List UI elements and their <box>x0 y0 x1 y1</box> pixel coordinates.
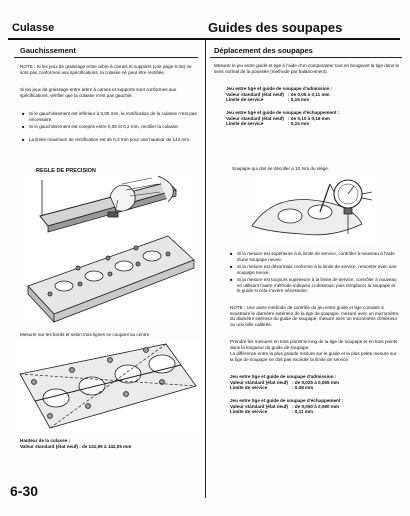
spec3-v0: : de 0,025 à 0,055 mm <box>292 379 339 385</box>
caption-measure: Mesurer sur les bords et selon trois lignes se coupant au centre. <box>20 332 151 337</box>
spec1-v1: : 0,16 mm <box>288 97 310 103</box>
spec2-v0: : de 0,10 à 0,16 mm <box>288 115 330 121</box>
bullet-left-3: ■ La limite maximum de rectification est de 0,2 mm pour une hauteur de 142 mm. <box>22 137 198 143</box>
straightedge-figure <box>18 176 198 326</box>
spec2-k1: Limite de service <box>226 121 264 127</box>
section-title-right: Guides des soupapes <box>208 20 343 35</box>
heading-rule-right <box>210 57 402 58</box>
heading-gauchissement: Gauchissement <box>20 46 76 55</box>
spec1-k1: Limite de service <box>226 97 264 103</box>
spec4-title: Jeu entre tige et guide de soupape d'échappement : <box>230 398 344 403</box>
bullet-right-1: ■ Si la mesure est supérieure à la limite de service, contrôler à nouveau à l'aide d'une soupape neuve. <box>230 251 400 262</box>
spec2-k0: Valeur standard (état neuf) <box>226 115 284 121</box>
spec4-v0: : de 0,050 à 0,080 mm <box>292 403 339 409</box>
spec2-title: Jeu entre tige et guide de soupape d'échappement : <box>226 110 340 115</box>
page-number: 6-30 <box>10 483 39 499</box>
note-left-2: Si les jeux de graissage entre arbre à cames et supports sont conformes aux spécifications, vérifier que la culasse n'est pas gauchie. <box>20 87 177 98</box>
spec2-v1: : 0,24 mm <box>288 121 310 127</box>
spec1-title: Jeu entre tige et guide de soupape d'admission : <box>226 86 333 91</box>
fig-label-regle: REGLE DE PRECISION <box>36 168 96 174</box>
height-spec <box>20 438 200 449</box>
column-divider <box>205 40 206 498</box>
spec4-v1: : 0,11 mm <box>292 409 313 415</box>
note-left-1: NOTE : Si les jeux de graissage entre arbre à cames et supports (voir page 6-26) ne sont pas conformes aux spécifications, la culasse ne peut être rectifiée. <box>20 64 192 75</box>
heading-deplacement: Déplacement des soupapes <box>214 46 313 55</box>
bullet-right-2: ■ Si la mesure est désormais conforme à la limite de service, remonter avec une soupape neuve. <box>230 264 400 275</box>
spec3-k1: Limite de service <box>230 385 268 391</box>
fig-caption-soupape: Soupape qui doit se décoller à 10 mm du siège. <box>232 166 330 171</box>
heading-rule-left <box>14 57 198 58</box>
spec-admission-2 <box>230 374 400 391</box>
height-title: Hauteur de la culasse : <box>20 438 71 443</box>
cylinder-head-figure <box>16 340 200 432</box>
spec1-k0: Valeur standard (état neuf) <box>226 91 284 97</box>
spec3-k0: Valeur standard (état neuf) <box>230 379 288 385</box>
bullet-left-1: ■ Si le gauchissement est inférieur à 0,05 mm, la rectification de la culasse n'est pas nécessaire. <box>22 111 198 122</box>
height-value: Valeur standard (état neuf) : de 141,95 à 142,05 mm <box>20 443 132 449</box>
header-rule <box>8 38 400 40</box>
intro-right: Mesurer le jeu entre guide et tige à l'aide d'un comparateur tout en bougeant la tige dans le sens normal de la poussée (méthode par balancement). <box>214 63 400 74</box>
note-right-3: La différence entre la plus grande mesure sur le guide et la plus petite mesure sur la tige de soupape ne doit pas excéder la limite de service. <box>230 351 397 362</box>
spec3-title: Jeu entre tige et guide de soupape d'admission : <box>230 374 337 379</box>
dial-indicator-figure <box>250 176 380 244</box>
section-title-left: Culasse <box>12 22 55 34</box>
spec4-k1: Limite de service <box>230 409 268 415</box>
spec3-v1: : 0,08 mm <box>292 385 314 391</box>
spec1-v0: : de 0,05 à 0,11 mm <box>288 91 330 97</box>
spec-echappement-1 <box>226 110 398 127</box>
bullet-right-3: ■ Si la mesure est toujours supérieure à la limite de service, contrôler à nouveau en utilisant l'autre méthode indiquée ci-dessous, puis remplacer la soupape et le guide si cela s'avère nécessaire. <box>230 277 400 294</box>
note-right-2: Prendre les mesures en trois points le long de la tige de soupape et en trois points dans la longueur du guide de soupape. <box>230 339 398 350</box>
note-right: NOTE : Une autre méthode de contrôle du jeu entre guide et tige consiste à soustraire le diamètre extérieur de la tige de soupape, mesuré avec un micromètre, du diamètre intérieur du guide de soupape, mesuré avec un micromètre d'intérieur ou une bille calibrée. <box>230 305 400 327</box>
bullet-left-2: ■ Si le gauchissement est compris entre 0,05 et 0,2 mm, rectifier la culasse. <box>22 124 198 130</box>
spec-echappement-2 <box>230 398 400 415</box>
spec4-k0: Valeur standard (état neuf) <box>230 403 288 409</box>
spec-admission-1 <box>226 86 398 103</box>
